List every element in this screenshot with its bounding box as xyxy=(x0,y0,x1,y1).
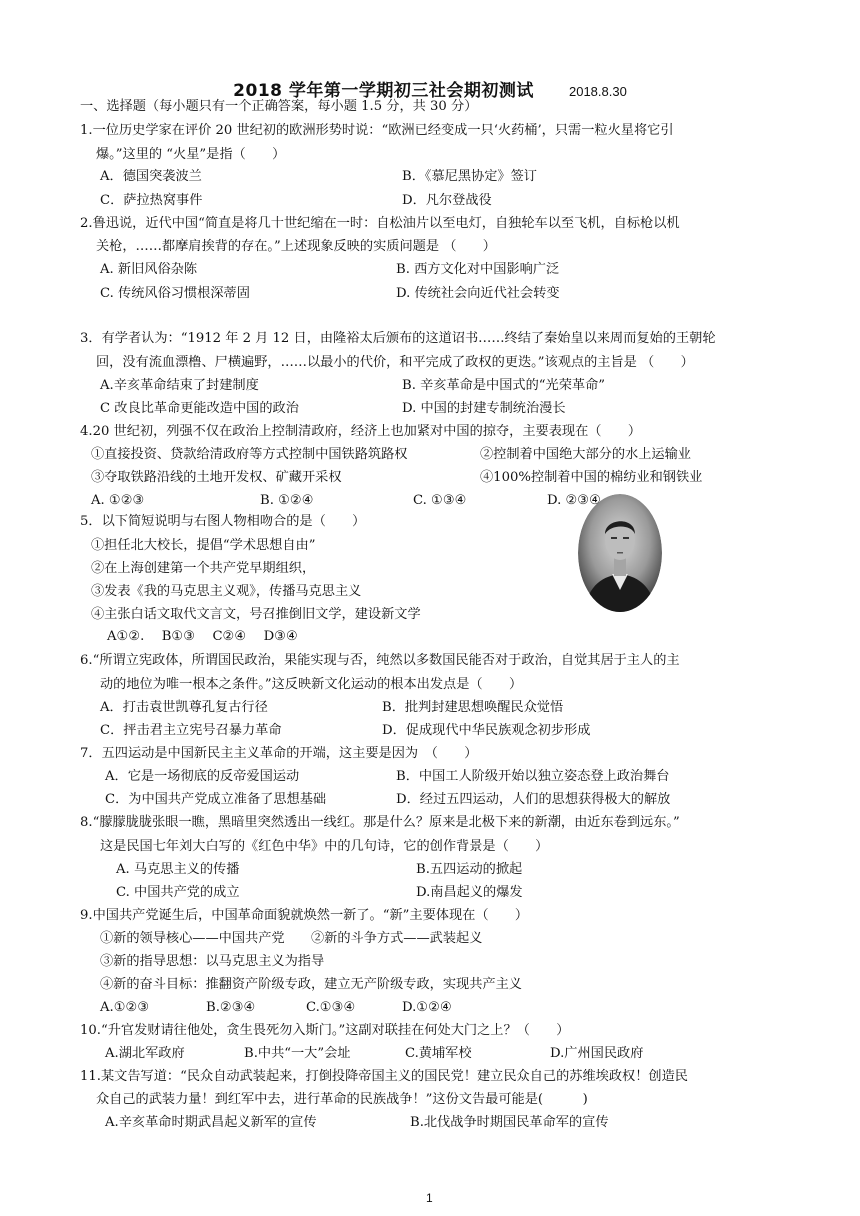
question-8-stem: 8.“朦朦胧胧张眼一瞧，黑暗里突然透出一线红。那是什么？原来是北极下来的新潮，由近东卷到远东。” xyxy=(80,815,680,830)
exam-date: 2018.8.30 xyxy=(568,84,627,99)
question-9-option-d: D.①②④ xyxy=(402,1000,452,1015)
question-2-stem-cont: 关枪，……都摩肩挨背的存在。”上述现象反映的实质问题是 （ ） xyxy=(96,239,496,254)
question-6-option-c: C．抨击君主立宪号召暴力革命 xyxy=(100,723,282,738)
question-5-statement-1: ①担任北大校长，提倡“学术思想自由” xyxy=(91,538,316,553)
question-10-option-a: A.湖北军政府 xyxy=(105,1046,185,1061)
question-7-stem: 7．五四运动是中国新民主主义革命的开端，这主要是因为 （ ） xyxy=(80,746,478,761)
question-6-stem: 6.“所谓立宪政体，所谓国民政治，果能实现与否，纯然以多数国民能否对于政治，自觉其居于主人的主 xyxy=(80,653,680,668)
question-1-stem: 1.一位历史学家在评价 20 世纪初的欧洲形势时说：“欧洲已经变成一只‘火药桶’，只需一粒火星将它引 xyxy=(80,123,674,138)
section-heading: 一、选择题（每小题只有一个正确答案，每小题 1.5 分，共 30 分） xyxy=(80,99,478,114)
portrait-image xyxy=(578,494,662,612)
question-4-stem: 4.20 世纪初，列强不仅在政治上控制清政府，经济上也加紧对中国的掠夺，主要表现在（ ） xyxy=(80,424,642,439)
question-1-option-d: D．凡尔登战役 xyxy=(402,193,492,208)
question-2-option-c: C. 传统风俗习惯根深蒂固 xyxy=(100,286,250,301)
question-4-statement-2: ②控制着中国绝大部分的水上运输业 xyxy=(480,447,691,462)
question-4-option-b: B. ①②④ xyxy=(260,493,314,508)
question-5-statement-3: ③发表《我的马克思主义观》，传播马克思主义 xyxy=(91,584,362,599)
question-2-stem: 2.鲁迅说，近代中国“简直是将几十世纪缩在一时：自松油片以至电灯，自独轮车以至飞机，自标枪以机 xyxy=(80,216,680,231)
question-1-option-c: C．萨拉热窝事件 xyxy=(100,193,203,208)
question-3-stem-cont: 回，没有流血漂橹、尸横遍野，……以最小的代价，和平完成了政权的更迭。”该观点的主旨是 （ ） xyxy=(96,355,694,370)
question-7-option-d: D．经过五四运动，人们的思想获得极大的解放 xyxy=(396,792,671,807)
question-6-option-b: B．批判封建思想唤醒民众觉悟 xyxy=(382,700,564,715)
question-7-option-c: C．为中国共产党成立准备了思想基础 xyxy=(105,792,327,807)
question-4-option-c: C. ①③④ xyxy=(413,493,467,508)
question-3-stem: 3．有学者认为：“1912 年 2 月 12 日，由隆裕太后颁布的这道诏书……终结了秦始皇以来周而复始的王朝轮 xyxy=(80,331,716,346)
question-3-option-b: B. 辛亥革命是中国式的“光荣革命” xyxy=(402,378,605,393)
question-8-stem-cont: 这是民国七年刘大白写的《红色中华》中的几句诗，它的创作背景是（ ） xyxy=(100,839,549,854)
question-6-option-d: D．促成现代中华民族观念初步形成 xyxy=(382,723,591,738)
question-5-options: A①②. B①③ C②④ D③④ xyxy=(107,629,298,644)
question-6-stem-cont: 动的地位为唯一根本之条件。”这反映新文化运动的根本出发点是（ ） xyxy=(100,677,523,692)
question-3-option-a: A.辛亥革命结束了封建制度 xyxy=(100,378,259,393)
question-8-option-d: D.南昌起义的爆发 xyxy=(416,885,523,900)
question-3-option-c: C 改良比革命更能改造中国的政治 xyxy=(100,401,299,416)
question-9-option-b: B.②③④ xyxy=(206,1000,256,1015)
question-10-option-c: C.黄埔军校 xyxy=(405,1046,472,1061)
question-10-option-b: B.中共“一大”会址 xyxy=(244,1046,351,1061)
question-4-statement-4: ④100%控制着中国的棉纺业和钢铁业 xyxy=(480,470,703,485)
page-number: 1 xyxy=(426,1191,433,1205)
question-10-stem: 10.“升官发财请往他处，贪生畏死勿入斯门。”这副对联挂在何处大门之上？（ ） xyxy=(80,1023,570,1038)
question-9-statement-4: ④新的奋斗目标：推翻资产阶级专政，建立无产阶级专政，实现共产主义 xyxy=(100,977,522,992)
question-9-statement-3: ③新的指导思想：以马克思主义为指导 xyxy=(100,954,325,969)
question-9-statement-1-2: ①新的领导核心——中国共产党 ②新的斗争方式——武装起义 xyxy=(100,931,483,946)
question-11-stem: 11.某文告写道：“民众自动武装起来，打倒投降帝国主义的国民党！建立民众自己的苏维埃政权！创造民 xyxy=(80,1069,688,1084)
question-4-statement-3: ③夺取铁路沿线的土地开发权、矿藏开采权 xyxy=(91,470,342,485)
question-2-option-a: A. 新旧风俗杂陈 xyxy=(100,262,198,277)
exam-title: 2018 学年第一学期初三社会期初测试 xyxy=(233,81,534,101)
question-8-option-c: C. 中国共产党的成立 xyxy=(116,885,240,900)
question-1-stem-cont: 爆。”这里的 “火星”是指（ ） xyxy=(96,147,286,162)
question-7-option-a: A．它是一场彻底的反帝爱国运动 xyxy=(105,769,300,784)
question-5-statement-2: ②在上海创建第一个共产党早期组织， xyxy=(91,561,316,576)
question-6-option-a: A．打击袁世凯尊孔复古行径 xyxy=(100,700,268,715)
question-4-option-d: D. ②③④ xyxy=(547,493,601,508)
question-11-stem-cont: 众自己的武装力量！到红军中去，进行革命的民族战争！”这份文告最可能是( ) xyxy=(96,1092,588,1107)
question-3-option-d: D. 中国的封建专制统治漫长 xyxy=(402,401,566,416)
question-7-option-b: B．中国工人阶级开始以独立姿态登上政治舞台 xyxy=(396,769,670,784)
question-1-option-b: B．《慕尼黑协定》签订 xyxy=(402,169,537,184)
question-11-option-b: B.北伐战争时期国民革命军的宣传 xyxy=(410,1115,609,1130)
question-9-stem: 9.中国共产党诞生后，中国革命面貌就焕然一新了。“新”主要体现在（ ） xyxy=(80,908,529,923)
question-9-option-a: A.①②③ xyxy=(100,1000,150,1015)
question-2-option-d: D. 传统社会向近代社会转变 xyxy=(396,286,560,301)
question-8-option-a: A. 马克思主义的传播 xyxy=(116,862,240,877)
question-4-statement-1: ①直接投资、贷款给清政府等方式控制中国铁路筑路权 xyxy=(91,447,408,462)
portrait-photo xyxy=(578,494,662,612)
question-5-statement-4: ④主张白话文取代文言文，号召推倒旧文学，建设新文学 xyxy=(91,607,421,622)
question-4-option-a: A. ①②③ xyxy=(91,493,145,508)
question-1-option-a: A．德国突袭波兰 xyxy=(100,169,202,184)
question-10-option-d: D.广州国民政府 xyxy=(550,1046,644,1061)
question-5-stem: 5．以下简短说明与右图人物相吻合的是（ ） xyxy=(80,514,366,529)
question-8-option-b: B.五四运动的掀起 xyxy=(416,862,523,877)
question-2-option-b: B. 西方文化对中国影响广泛 xyxy=(396,262,560,277)
question-11-option-a: A.辛亥革命时期武昌起义新军的宣传 xyxy=(105,1115,317,1130)
question-9-option-c: C.①③④ xyxy=(306,1000,356,1015)
